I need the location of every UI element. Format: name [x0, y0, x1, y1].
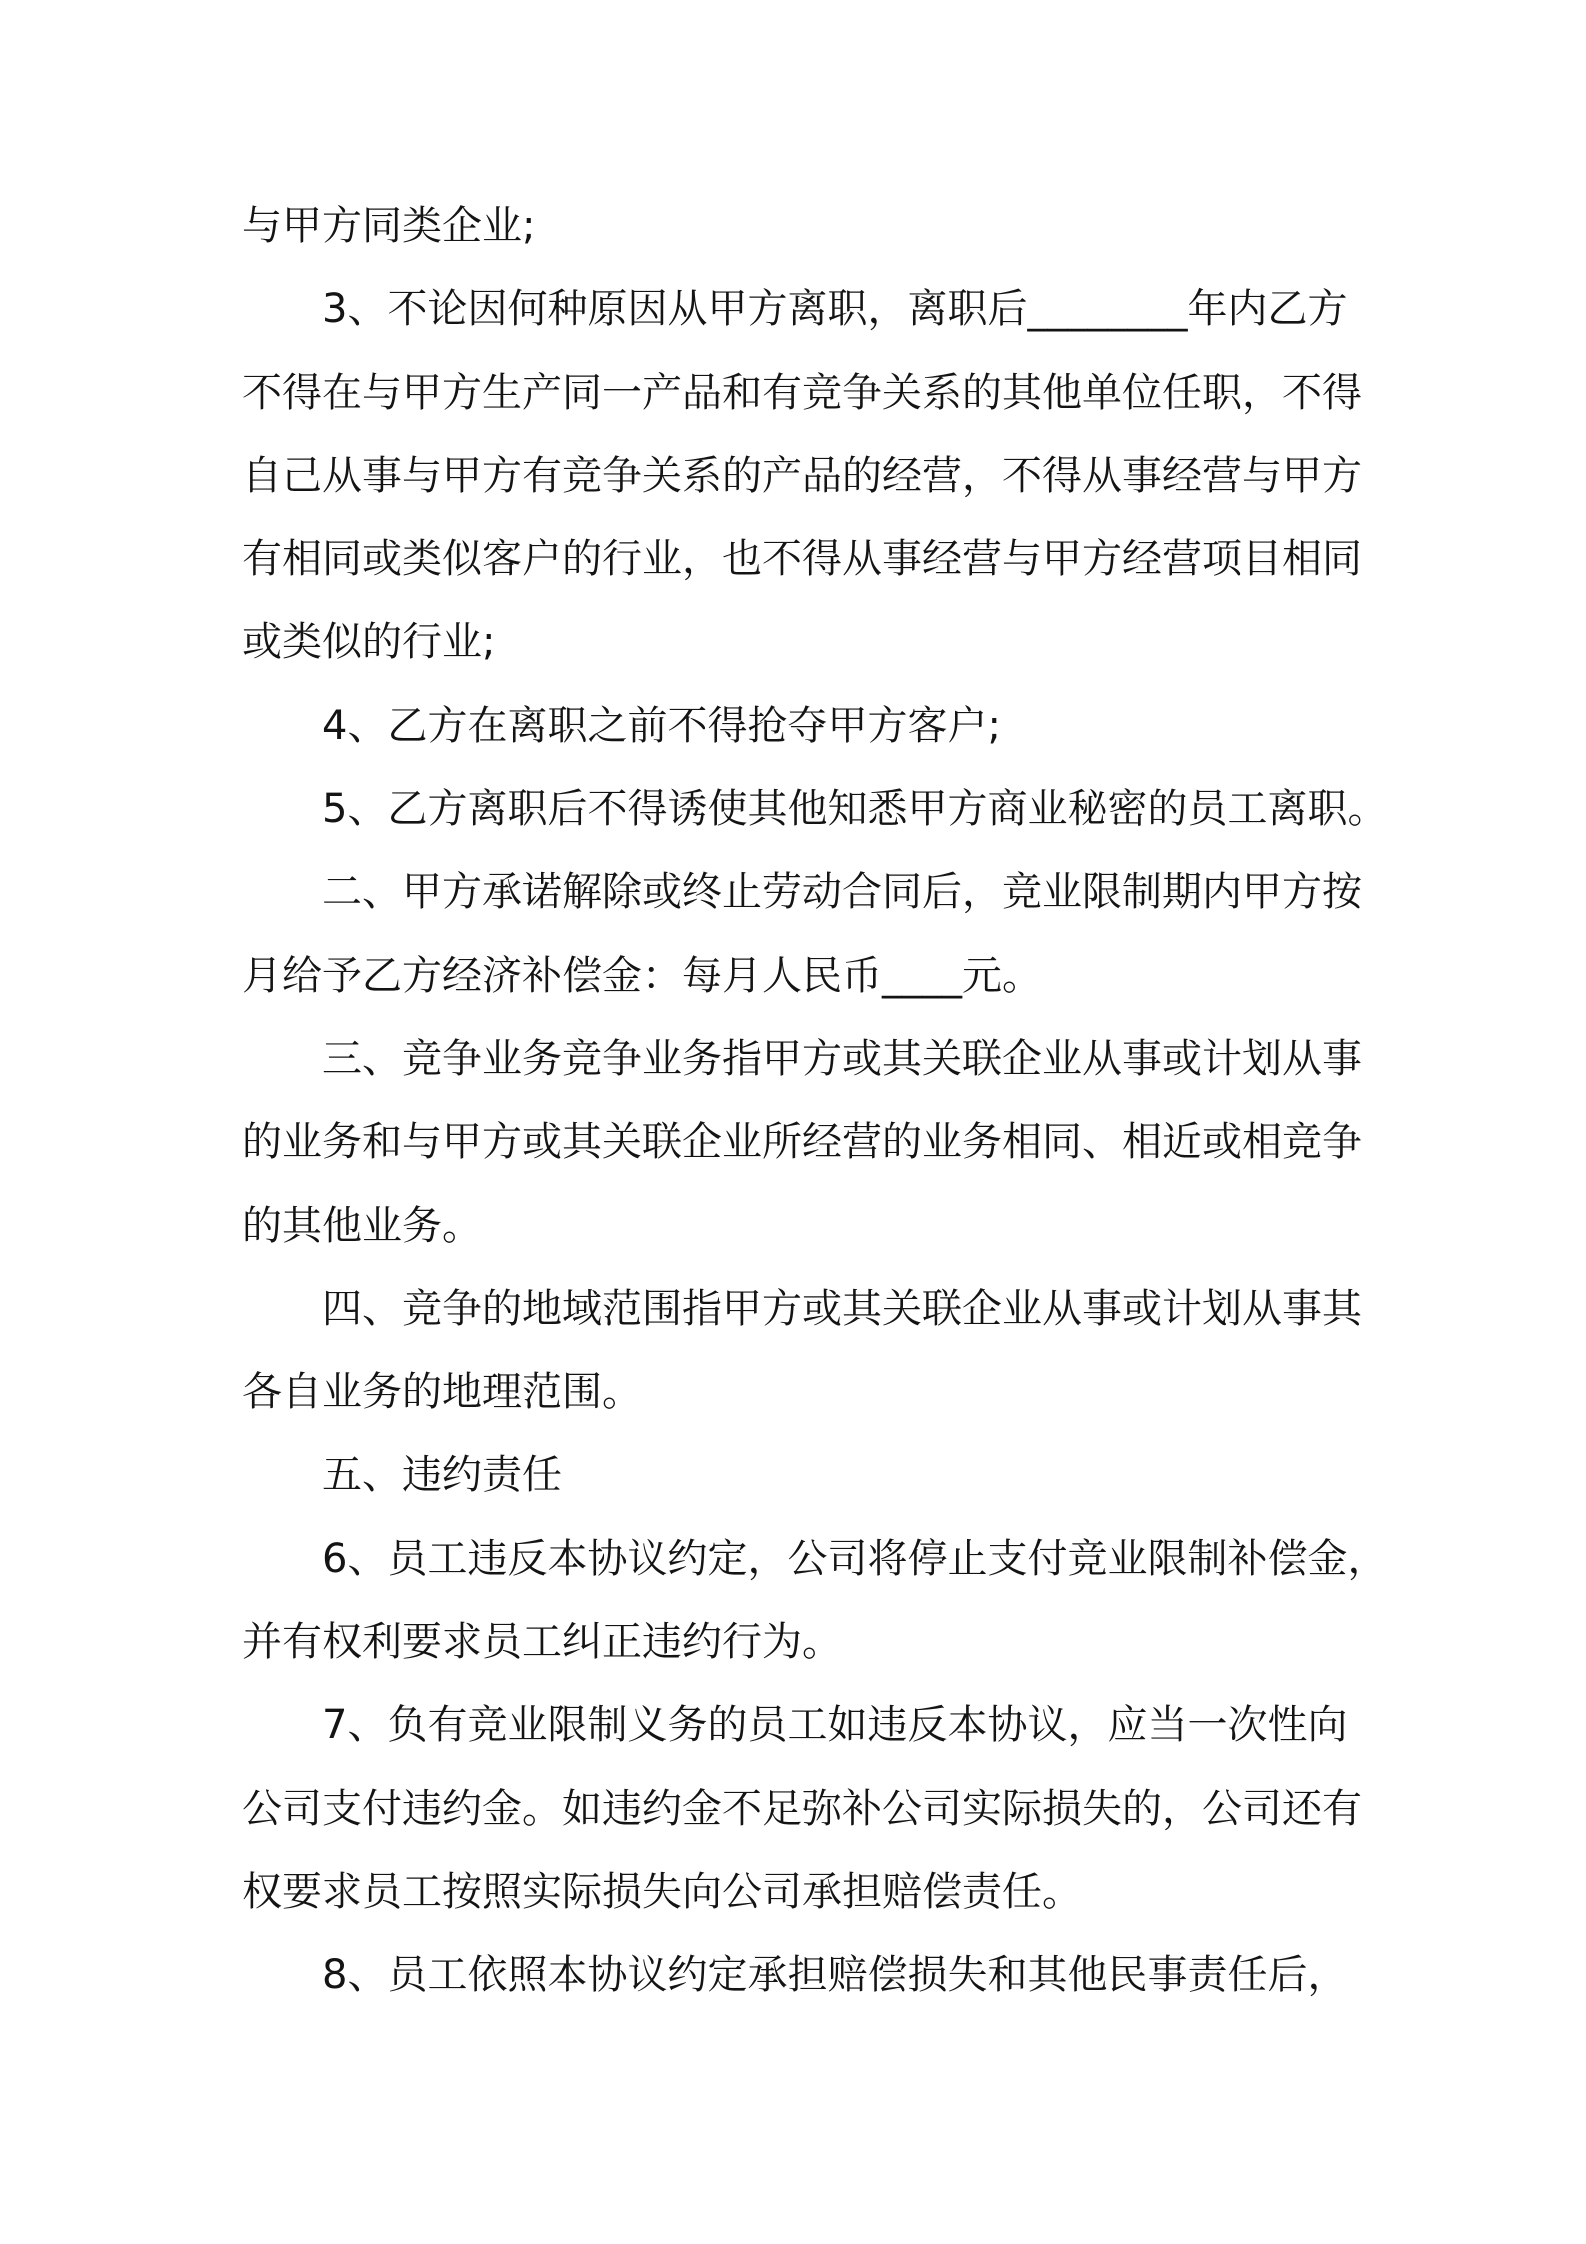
section-2-line: 二、甲方承诺解除或终止劳动合同后，竞业限制期内甲方按 [322, 869, 1362, 916]
section-3-line: 三、竞争业务竞争业务指甲方或其关联企业从事或计划从事 [322, 1035, 1362, 1082]
clause-5-line: 5、乙方离职后不得诱使其他知悉甲方商业秘密的员工离职。 [322, 786, 1388, 833]
text-line: 月给予乙方经济补偿金：每月人民币____元。 [242, 952, 1042, 999]
text-line: 自己从事与甲方有竞争关系的产品的经营，不得从事经营与甲方 [242, 452, 1362, 499]
clause-3-line: 3、不论因何种原因从甲方离职，离职后________年内乙方 [322, 286, 1348, 333]
text-line: 的业务和与甲方或其关联企业所经营的业务相同、相近或相竞争 [242, 1119, 1362, 1166]
text-line: 权要求员工按照实际损失向公司承担赔偿责任。 [242, 1868, 1082, 1915]
clause-8-line: 8、员工依照本协议约定承担赔偿损失和其他民事责任后， [322, 1952, 1348, 1999]
clause-7-line: 7、负有竞业限制义务的员工如违反本协议，应当一次性向 [322, 1702, 1348, 1749]
text-line: 不得在与甲方生产同一产品和有竞争关系的其他单位任职，不得 [242, 369, 1362, 416]
section-5-heading: 五、违约责任 [322, 1452, 562, 1499]
text-line: 或类似的行业; [242, 619, 496, 666]
text-line: 并有权利要求员工纠正违约行为。 [242, 1619, 842, 1666]
text-line: 有相同或类似客户的行业，也不得从事经营与甲方经营项目相同 [242, 536, 1362, 583]
document-page [242, 196, 1388, 2029]
text-line: 各自业务的地理范围。 [242, 1369, 642, 1416]
clause-6-line: 6、员工违反本协议约定，公司将停止支付竞业限制补偿金， [322, 1535, 1388, 1582]
text-line: 公司支付违约金。如违约金不足弥补公司实际损失的，公司还有 [242, 1785, 1362, 1832]
text-line: 与甲方同类企业; [242, 203, 536, 249]
text-line: 的其他业务。 [242, 1202, 482, 1249]
section-4-line: 四、竞争的地域范围指甲方或其关联企业从事或计划从事其 [322, 1285, 1362, 1332]
clause-4-line: 4、乙方在离职之前不得抢夺甲方客户; [322, 702, 1001, 749]
